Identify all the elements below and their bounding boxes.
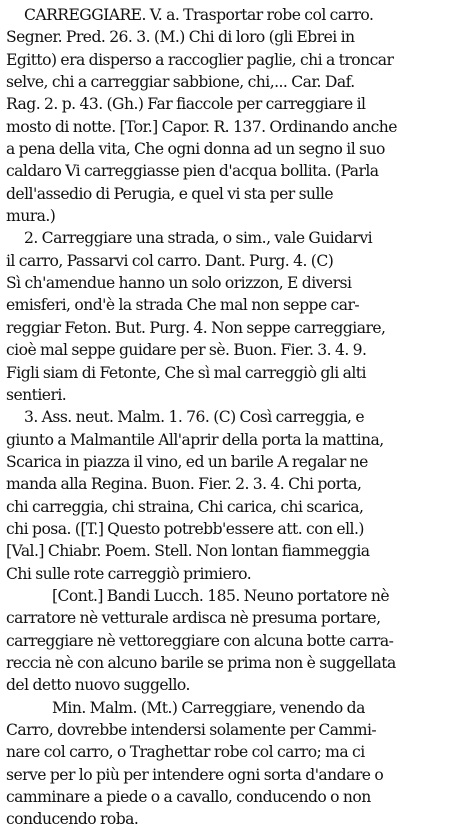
text-line: selve, chi a carreggiar sabbione, chi,... Car. Daf. xyxy=(6,73,355,92)
cont-paragraph-line: [Cont.] Bandi Lucch. 185. Neuno portatore nè xyxy=(52,586,389,605)
text-line: Segner. Pred. 26. 3. (M.) Chi di loro (gli Ebrei in xyxy=(6,28,355,47)
section-3-line: 3. Ass. neut. Malm. 1. 76. (C) Così carreggia, e xyxy=(24,408,365,427)
text-line: dell'assedio di Perugia, e quel vi sta per sulle xyxy=(6,184,334,203)
text-line: serve per lo più per intendere ogni sorta d'andare o xyxy=(6,765,384,784)
text-line: manda alla Regina. Buon. Fier. 2. 3. 4. Chi porta, xyxy=(6,475,362,494)
text-line: Figli siam di Fetonte, Che sì mal carreggiò gli alti xyxy=(6,363,366,382)
text-line: Egitto) era disperso a raccoglier paglie, chi a troncar xyxy=(6,50,394,69)
text-line: carreggiare nè vettoreggiare con alcuna botte carra- xyxy=(6,631,394,650)
text-line: mosto di notte. [Tor.] Capor. R. 137. Ordinando anche xyxy=(6,117,397,136)
text-line: giunto a Malmantile All'aprir della porta la mattina, xyxy=(6,430,384,449)
text-line: mura.) xyxy=(6,207,56,226)
text-line: [Val.] Chiabr. Poem. Stell. Non lontan fiammeggia xyxy=(6,542,370,561)
text-line: camminare a piede o a cavallo, conducendo o non xyxy=(6,788,371,807)
text-line: a pena della vita, Che ogni donna ad un segno il suo xyxy=(6,140,385,159)
section-2-line: 2. Carreggiare una strada, o sim., vale Guidarvi xyxy=(24,229,373,248)
text-line: reccia nè con alcuno barile se prima non è suggellata xyxy=(6,653,396,672)
min-malm-paragraph-line: Min. Malm. (Mt.) Carreggiare, venendo da xyxy=(52,698,365,717)
text-line: del detto nuovo suggello. xyxy=(6,676,190,695)
text-line: Carro, dovrebbe intendersi solamente per Cammi- xyxy=(6,721,377,739)
entry-headword-line: CARREGGIARE. V. a. Trasportar robe col carro. xyxy=(24,6,374,24)
text-line: cioè mal seppe guidare per sè. Buon. Fier. 3. 4. 9. xyxy=(6,341,367,360)
text-line: reggiar Feton. But. Purg. 4. Non seppe carreggiare, xyxy=(6,318,386,337)
text-line: Rag. 2. p. 43. (Gh.) Far fiaccole per carreggiare il xyxy=(6,95,366,114)
text-line: chi posa. ([T.] Questo potrebb'essere att. con ell.) xyxy=(6,519,364,538)
text-line: conducendo roba. xyxy=(6,810,139,829)
text-line: carratore nè vetturale ardisca nè presuma portare, xyxy=(6,609,381,628)
text-line: caldaro Vi carreggiasse pien d'acqua bollita. (Parla xyxy=(6,162,379,181)
text-line: sentieri. xyxy=(6,385,67,404)
text-line: Scarica in piazza il vino, ed un barile A regalar ne xyxy=(6,452,368,471)
text-line: chi carreggia, chi straina, Chi carica, chi scarica, xyxy=(6,497,364,516)
text-line: Sì ch'amendue hanno un solo orizzon, E diversi xyxy=(6,274,352,293)
text-line: nare col carro, o Traghettar robe col carro; ma ci xyxy=(6,743,365,762)
text-line: emisferi, ond'è la strada Che mal non seppe car- xyxy=(6,296,360,315)
text-line: Chi sulle rote carreggiò primiero. xyxy=(6,564,252,583)
text-line: il carro, Passarvi col carro. Dant. Purg. 4. (C) xyxy=(6,251,334,270)
